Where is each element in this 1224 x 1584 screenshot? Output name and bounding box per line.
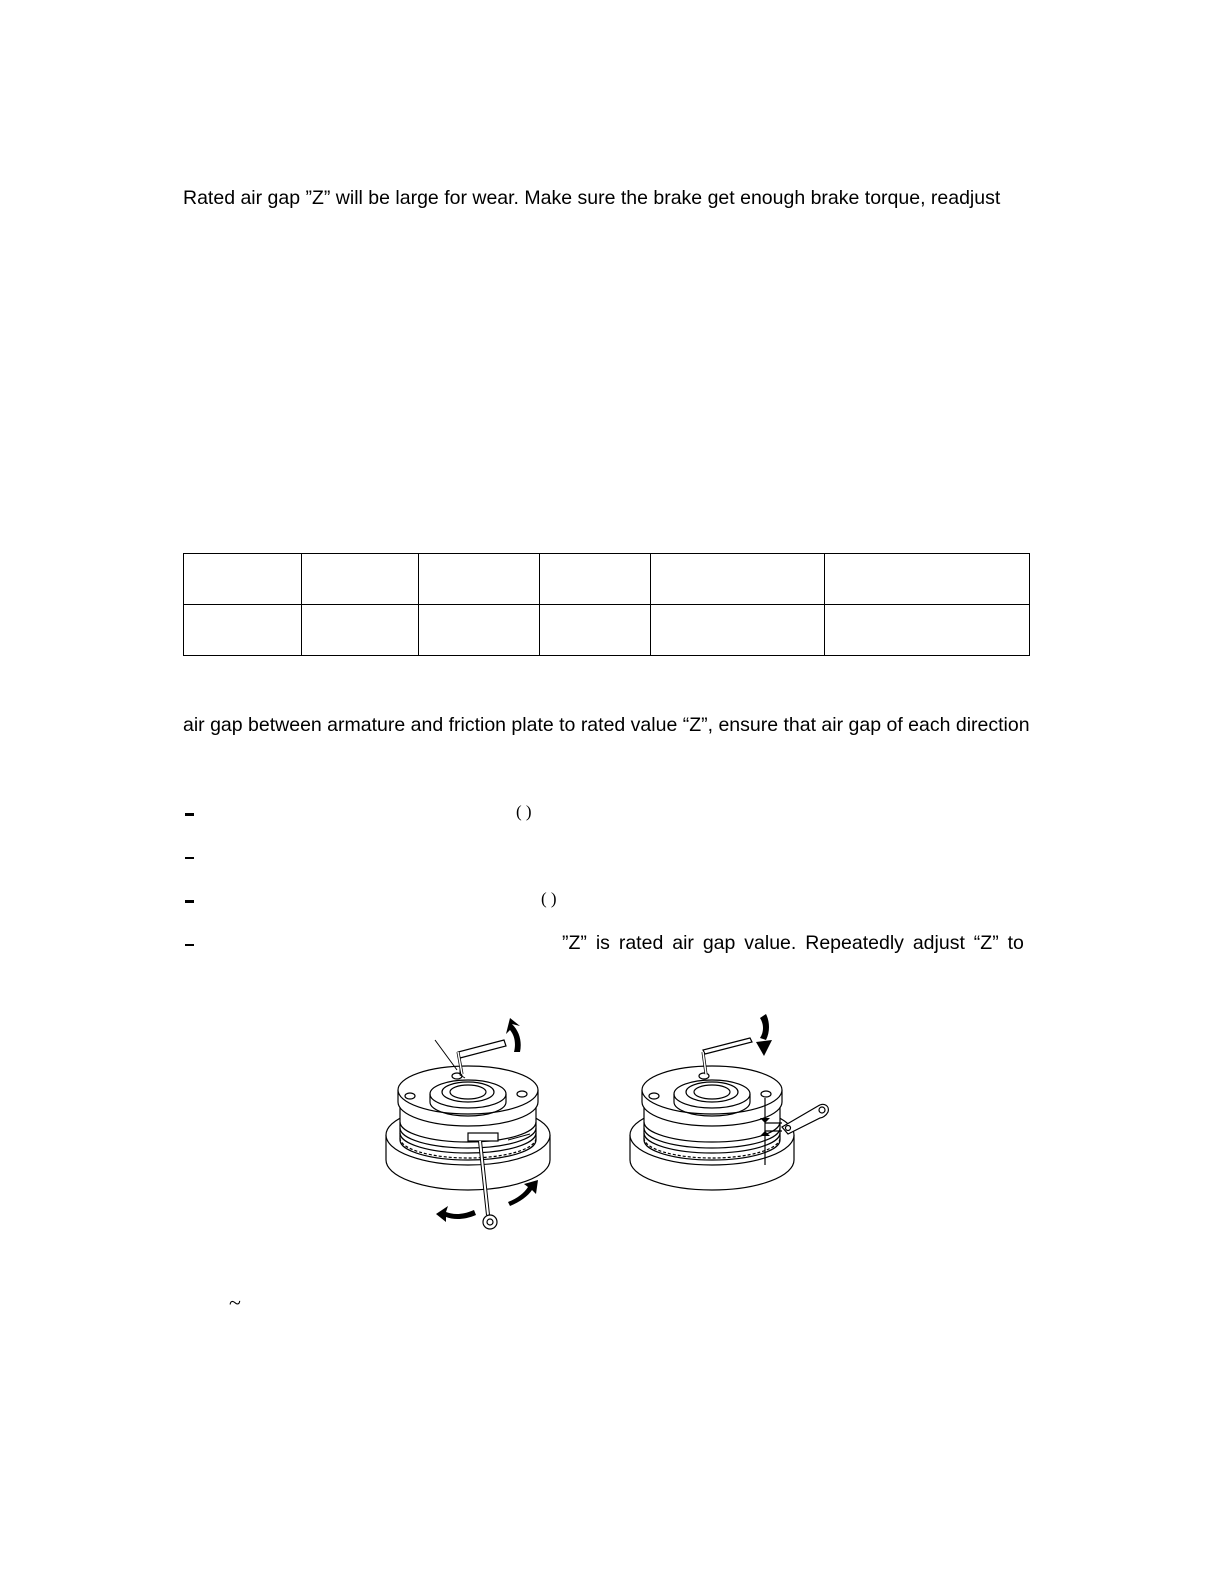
adjust-paragraph: air gap between armature and friction plate to rated value “Z”, ensure that air gap of each direction bbox=[183, 714, 1030, 736]
step-4-word: value. bbox=[744, 932, 797, 954]
step-4-word: to bbox=[1007, 932, 1024, 954]
step-1-dash bbox=[185, 813, 194, 816]
table-cell bbox=[540, 554, 651, 605]
table-cell bbox=[302, 554, 419, 605]
table-cell bbox=[651, 554, 825, 605]
step-3-paren: ( ) bbox=[541, 889, 557, 908]
step-3-dash bbox=[185, 900, 194, 903]
range-tilde: ~ bbox=[229, 1290, 241, 1315]
table-row bbox=[184, 605, 1030, 656]
table-cell bbox=[419, 605, 540, 656]
step-4-word: air bbox=[672, 932, 694, 954]
left-brake-assembly bbox=[386, 1018, 550, 1229]
table-cell bbox=[825, 554, 1030, 605]
step-1-paren: ( ) bbox=[516, 802, 532, 821]
step-4-word: adjust bbox=[912, 932, 965, 954]
brake-adjustment-figure bbox=[370, 1010, 840, 1240]
table-cell bbox=[540, 605, 651, 656]
table-cell bbox=[651, 605, 825, 656]
spec-table bbox=[183, 553, 1030, 656]
step-4-word: rated bbox=[618, 932, 664, 954]
step-2-dash bbox=[185, 857, 194, 859]
table-cell bbox=[302, 605, 419, 656]
table-cell bbox=[184, 554, 302, 605]
table-row bbox=[184, 554, 1030, 605]
step-4-word: Repeatedly bbox=[805, 932, 904, 954]
step-4-text bbox=[562, 934, 1024, 954]
step-4-word: is bbox=[595, 932, 610, 954]
step-4-dash bbox=[185, 944, 194, 946]
intro-paragraph: Rated air gap ”Z” will be large for wear. Make sure the brake get enough brake torque, readjust bbox=[183, 187, 1001, 209]
step-4-word: gap bbox=[702, 932, 736, 954]
table-cell bbox=[825, 605, 1030, 656]
step-4-word: ”Z” bbox=[562, 932, 587, 954]
right-brake-assembly bbox=[630, 1014, 828, 1190]
table-cell bbox=[419, 554, 540, 605]
table-cell bbox=[184, 605, 302, 656]
step-4-word: “Z” bbox=[973, 932, 999, 954]
